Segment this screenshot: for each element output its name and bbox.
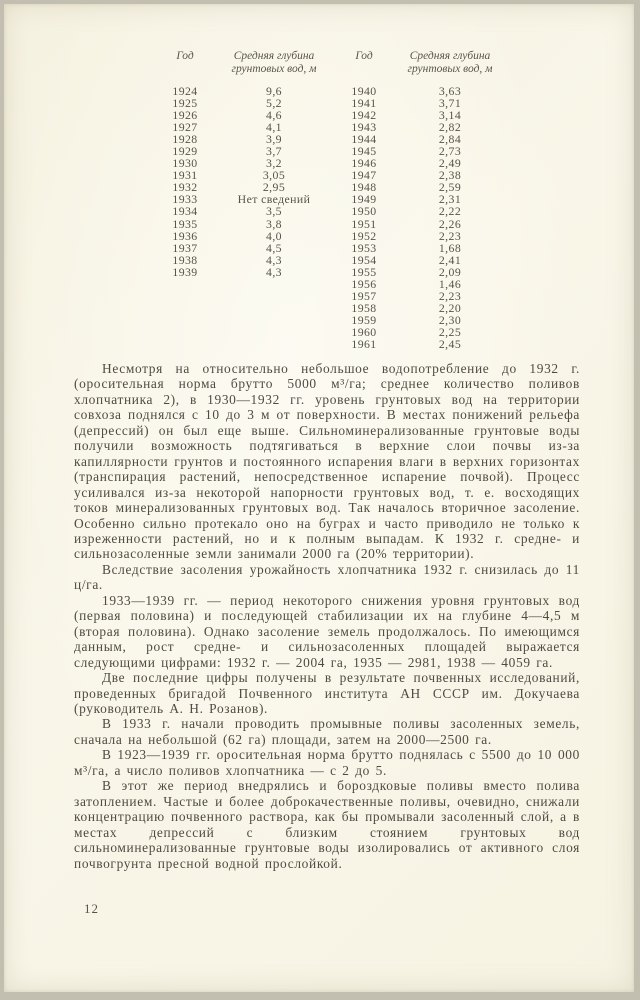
year-cell-right: 1951 (351, 216, 377, 231)
year-cell-left: 1938 (172, 252, 198, 267)
table-header-year-left: Год (176, 50, 194, 62)
year-cell-right: 1949 (351, 192, 377, 207)
year-cell-left: 1925 (172, 96, 198, 111)
body-text (74, 361, 580, 871)
depth-cell-left: 4,5 (266, 240, 282, 255)
depth-cell-left: Нет сведений (237, 192, 311, 207)
depth-cell-right: 3,14 (438, 108, 462, 123)
depth-cell-right: 2,41 (438, 252, 462, 267)
table-rows (162, 85, 512, 350)
depth-cell-right: 1,68 (438, 240, 462, 255)
depth-cell-right: 1,46 (438, 276, 462, 291)
year-cell-left (162, 314, 208, 326)
table-row (162, 266, 512, 278)
paragraph: В 1923—1939 гг. оросительная норма брутто поднялась с 5500 до 10 000 м³/га, а число поливов хлопчатника — с 2 до 5. (74, 747, 580, 778)
table-row (162, 230, 512, 242)
year-cell-left: 1932 (172, 180, 198, 195)
year-cell-right: 1947 (351, 168, 377, 183)
depth-cell-right: 2,73 (438, 144, 462, 159)
year-cell-right: 1942 (351, 108, 377, 123)
year-cell-right: 1954 (351, 252, 377, 267)
depth-cell-left (208, 290, 340, 302)
year-cell-left (162, 302, 208, 314)
table-header-depth-right-line2: грунтовых вод, м (407, 63, 493, 75)
year-cell-left: 1930 (172, 156, 198, 171)
year-cell-right: 1941 (351, 96, 377, 111)
depth-cell-left: 4,3 (266, 252, 282, 267)
depth-cell-left (208, 302, 340, 314)
scanned-page (4, 4, 634, 992)
depth-cell-left: 3,05 (262, 168, 286, 183)
year-cell-left: 1929 (172, 144, 198, 159)
year-cell-left: 1937 (172, 240, 198, 255)
year-cell-left: 1927 (172, 120, 198, 135)
depth-cell-left: 4,3 (266, 264, 282, 279)
year-cell-right: 1955 (351, 264, 377, 279)
year-cell-right: 1944 (351, 132, 377, 147)
year-cell-right: 1943 (351, 120, 377, 135)
depth-cell-right: 3,71 (438, 96, 462, 111)
table-header-depth-right-line1: Средняя глубина (409, 50, 491, 62)
year-cell-left (162, 290, 208, 302)
year-cell-right: 1946 (351, 156, 377, 171)
table-row (162, 242, 512, 254)
table-header-depth-right (388, 50, 512, 76)
table-row (162, 254, 512, 266)
table-row (162, 278, 512, 290)
year-cell-left: 1936 (172, 228, 198, 243)
year-cell-right: 1958 (351, 300, 377, 315)
depth-cell-right: 2,23 (438, 228, 462, 243)
depth-cell-right: 2,82 (438, 120, 462, 135)
depth-cell-right: 2,49 (438, 156, 462, 171)
depth-cell-left: 4,1 (266, 120, 282, 135)
year-cell-right: 1960 (351, 324, 377, 339)
depth-cell-right: 2,09 (438, 264, 462, 279)
table-row (162, 205, 512, 217)
depth-cell-right: 2,45 (438, 336, 462, 351)
year-cell-left (162, 326, 208, 338)
year-cell-left: 1931 (172, 168, 198, 183)
depth-cell-left: 4,0 (266, 228, 282, 243)
year-cell-right: 1956 (351, 276, 377, 291)
table-header-depth-left-line2: грунтовых вод, м (231, 63, 317, 75)
depth-cell-left (208, 338, 340, 350)
year-cell-left: 1939 (172, 264, 198, 279)
table-header-depth-left (208, 50, 340, 76)
depth-cell-left: 3,5 (266, 204, 282, 219)
depth-cell-left (208, 326, 340, 338)
year-cell-left: 1924 (172, 84, 198, 98)
depth-cell-right: 2,25 (438, 324, 462, 339)
year-cell-right: 1940 (351, 84, 377, 98)
year-cell-right: 1957 (351, 288, 377, 303)
depth-cell-left: 3,2 (266, 156, 282, 171)
depth-cell-left (208, 278, 340, 290)
year-cell-right: 1945 (351, 144, 377, 159)
year-cell-left: 1933 (172, 192, 198, 207)
year-cell-right: 1961 (351, 336, 377, 351)
depth-cell-right: 2,22 (438, 204, 462, 219)
year-cell-right: 1950 (351, 204, 377, 219)
depth-cell-right: 2,38 (438, 168, 462, 183)
year-cell-right: 1948 (351, 180, 377, 195)
depth-cell-left: 5,2 (266, 96, 282, 111)
groundwater-depth-table (162, 50, 512, 350)
table-row (162, 218, 512, 230)
table-header-year-right: Год (355, 50, 373, 62)
paragraph: Несмотря на относительно небольшое водопотребление до 1932 г. (оросительная норма брутто 5000 м³/га; среднее количество поливов хлопчатника 2), в 1930—1932 гг. уровень грунтовых вод на территории совхоза поднялся с 10 до 3 м от поверхности. В местах понижений рельефа (депрессий) он был еще выше. Сильноминерализованные грунтовые воды получили возможность подтягиваться в верхние слои почвы из-за капиллярности грунтов и постоянного испарения влаги в верхних горизонтах (транспирация растений, непосредственное испарение почвой). Процесс усиливался из-за некоторой напорности грунтовых вод, т. е. восходящих токов минерализованных грунтовых вод. Так началось вторичное засоление. Особенно сильно протекало оно на буграх и часто приводило не только к изреженности растений, но и к полным выпадам. К 1932 г. средне- и сильнозасоленные земли занимали 2000 га (20% территории). (74, 361, 580, 562)
depth-cell-left: 9,6 (266, 84, 282, 98)
year-cell-left: 1934 (172, 204, 198, 219)
paragraph: Вследствие засоления урожайность хлопчатника 1932 г. снизилась до 11 ц/га. (74, 561, 580, 593)
paragraph: 1933—1939 гг. — период некоторого снижения уровня грунтовых вод (первая половина) и последующей стабилизации их на глубине 4—4,5 м (вторая половина). Однако засоление земель продолжалось. По имеющимся данным, рост средне- и сильнозасоленных площадей выражается следующими цифрами: 1932 г. — 2004 га, 1935 — 2981, 1938 — 4059 га. (74, 592, 580, 670)
depth-cell-left: 4,6 (266, 108, 282, 123)
depth-cell-left: 2,95 (262, 180, 286, 195)
depth-cell-right: 2,84 (438, 132, 462, 147)
year-cell-right: 1959 (351, 312, 377, 327)
depth-cell-right: 2,59 (438, 180, 462, 195)
table-header (162, 50, 512, 76)
depth-cell-right: 2,26 (438, 216, 462, 231)
paragraph: Две последние цифры получены в результате почвенных исследований, проведенных бригадой Почвенного института АН СССР им. Докучаева (руководитель А. Н. Розанов). (74, 670, 580, 716)
year-cell-right: 1953 (351, 240, 377, 255)
year-cell-left: 1926 (172, 108, 198, 123)
depth-cell-left (208, 314, 340, 326)
paragraph: В этот же период внедрялись и бороздковые поливы вместо полива затоплением. Частые и более доброкачественные поливы, очевидно, снижали концентрацию почвенного раствора, как бы промывали засоленный слой, а в местах депрессий с близким стоянием грунтовых вод сильноминерализованные грунтовые воды изолировались от активного слоя почвогрунта пресной водной прослойкой. (74, 778, 580, 871)
page-number: 12 (84, 901, 99, 916)
year-cell-right: 1952 (351, 228, 377, 243)
paragraph: В 1933 г. начали проводить промывные поливы засоленных земель, сначала на небольшой (62 га) площади, затем на 2000—2500 га. (74, 716, 580, 747)
year-cell-left: 1928 (172, 132, 198, 147)
depth-cell-right: 2,20 (438, 300, 462, 315)
table-header-depth-left-line1: Средняя глубина (233, 50, 315, 62)
depth-cell-right: 3,63 (438, 84, 462, 98)
depth-cell-left: 3,9 (266, 132, 282, 147)
table-row (162, 338, 512, 350)
depth-cell-left: 3,8 (266, 216, 282, 231)
depth-cell-right: 2,30 (438, 312, 462, 327)
year-cell-left: 1935 (172, 216, 198, 231)
year-cell-left (162, 338, 208, 350)
year-cell-left (162, 278, 208, 290)
depth-cell-right: 2,31 (438, 192, 462, 207)
depth-cell-left: 3,7 (266, 144, 282, 159)
depth-cell-right: 2,23 (438, 288, 462, 303)
